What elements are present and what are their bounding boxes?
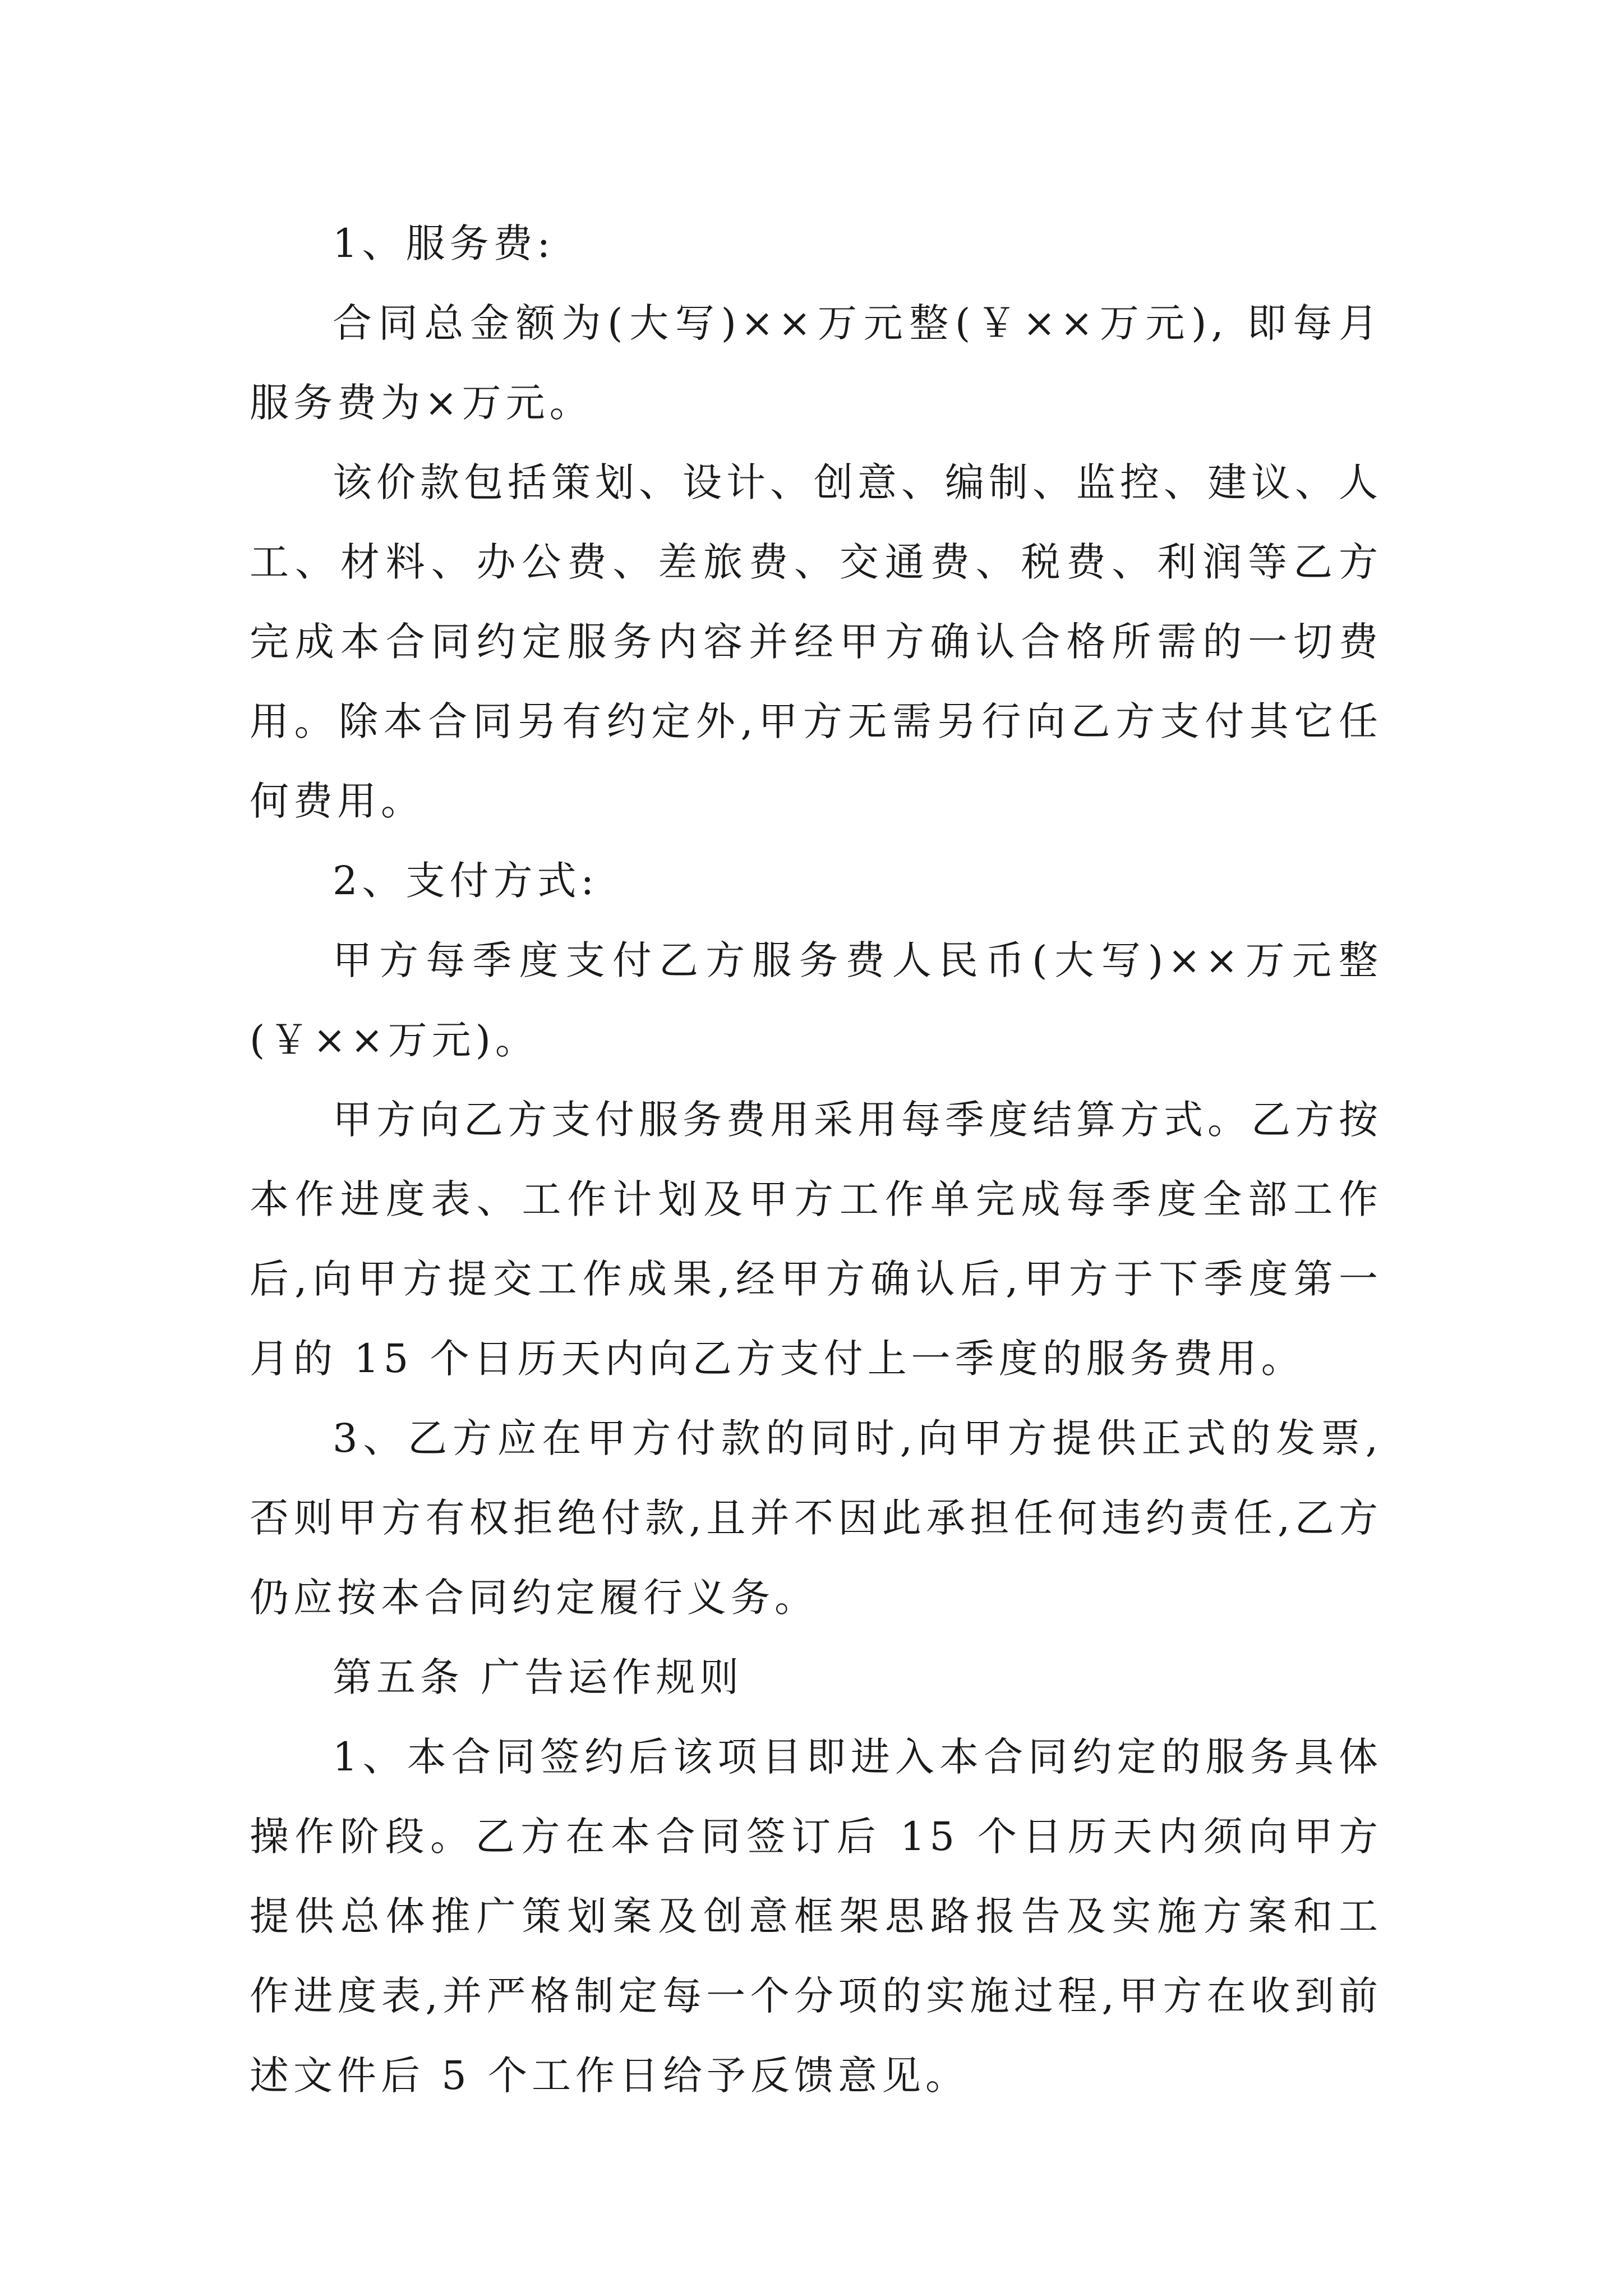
section-heading-article-5: 第五条 广告运作规则 (333, 1654, 744, 1700)
paragraph-settlement-method: 甲方向乙方支付服务费用采用每季度结算方式。乙方按本作进度表、工作计划及甲方工作单完成每季度全部工作后,向甲方提交工作成果,经甲方确认后,甲方于下季度第一月的 15 个日历天内向乙方支付上一季度的服务费用。 (250, 1097, 1382, 1382)
paragraph-payment-method-heading: 2、支付方式: (333, 858, 599, 904)
paragraph-service-fee-heading: 1、服务费: (333, 220, 555, 266)
paragraph-total-amount: 合同总金额为(大写)××万元整(￥××万元), 即每月服务费为×万元。 (250, 300, 1382, 426)
paragraph-operation-rules: 1、本合同签约后该项目即进入本合同约定的服务具体操作阶段。乙方在本合同签订后 15 个日历天内须向甲方提供总体推广策划案及创意框架思路报告及实施方案和工作进度表,并严格制定每一个分项的实施过程,甲方在收到前述文件后 5 个工作日给予反馈意见。 (250, 1734, 1382, 2099)
paragraph-invoice-clause: 3、乙方应在甲方付款的同时,向甲方提供正式的发票,否则甲方有权拒绝付款,且并不因此承担任何违约责任,乙方仍应按本合同约定履行义务。 (250, 1415, 1382, 1621)
paragraph-price-includes: 该价款包括策划、设计、创意、编制、监控、建议、人工、材料、办公费、差旅费、交通费、税费、利润等乙方完成本合同约定服务内容并经甲方确认合格所需的一切费用。除本合同另有约定外,甲方无需另行向乙方支付其它任何费用。 (250, 459, 1382, 824)
document-body (250, 204, 1382, 2115)
paragraph-quarterly-payment: 甲方每季度支付乙方服务费人民币(大写)××万元整(￥××万元)。 (250, 937, 1382, 1063)
